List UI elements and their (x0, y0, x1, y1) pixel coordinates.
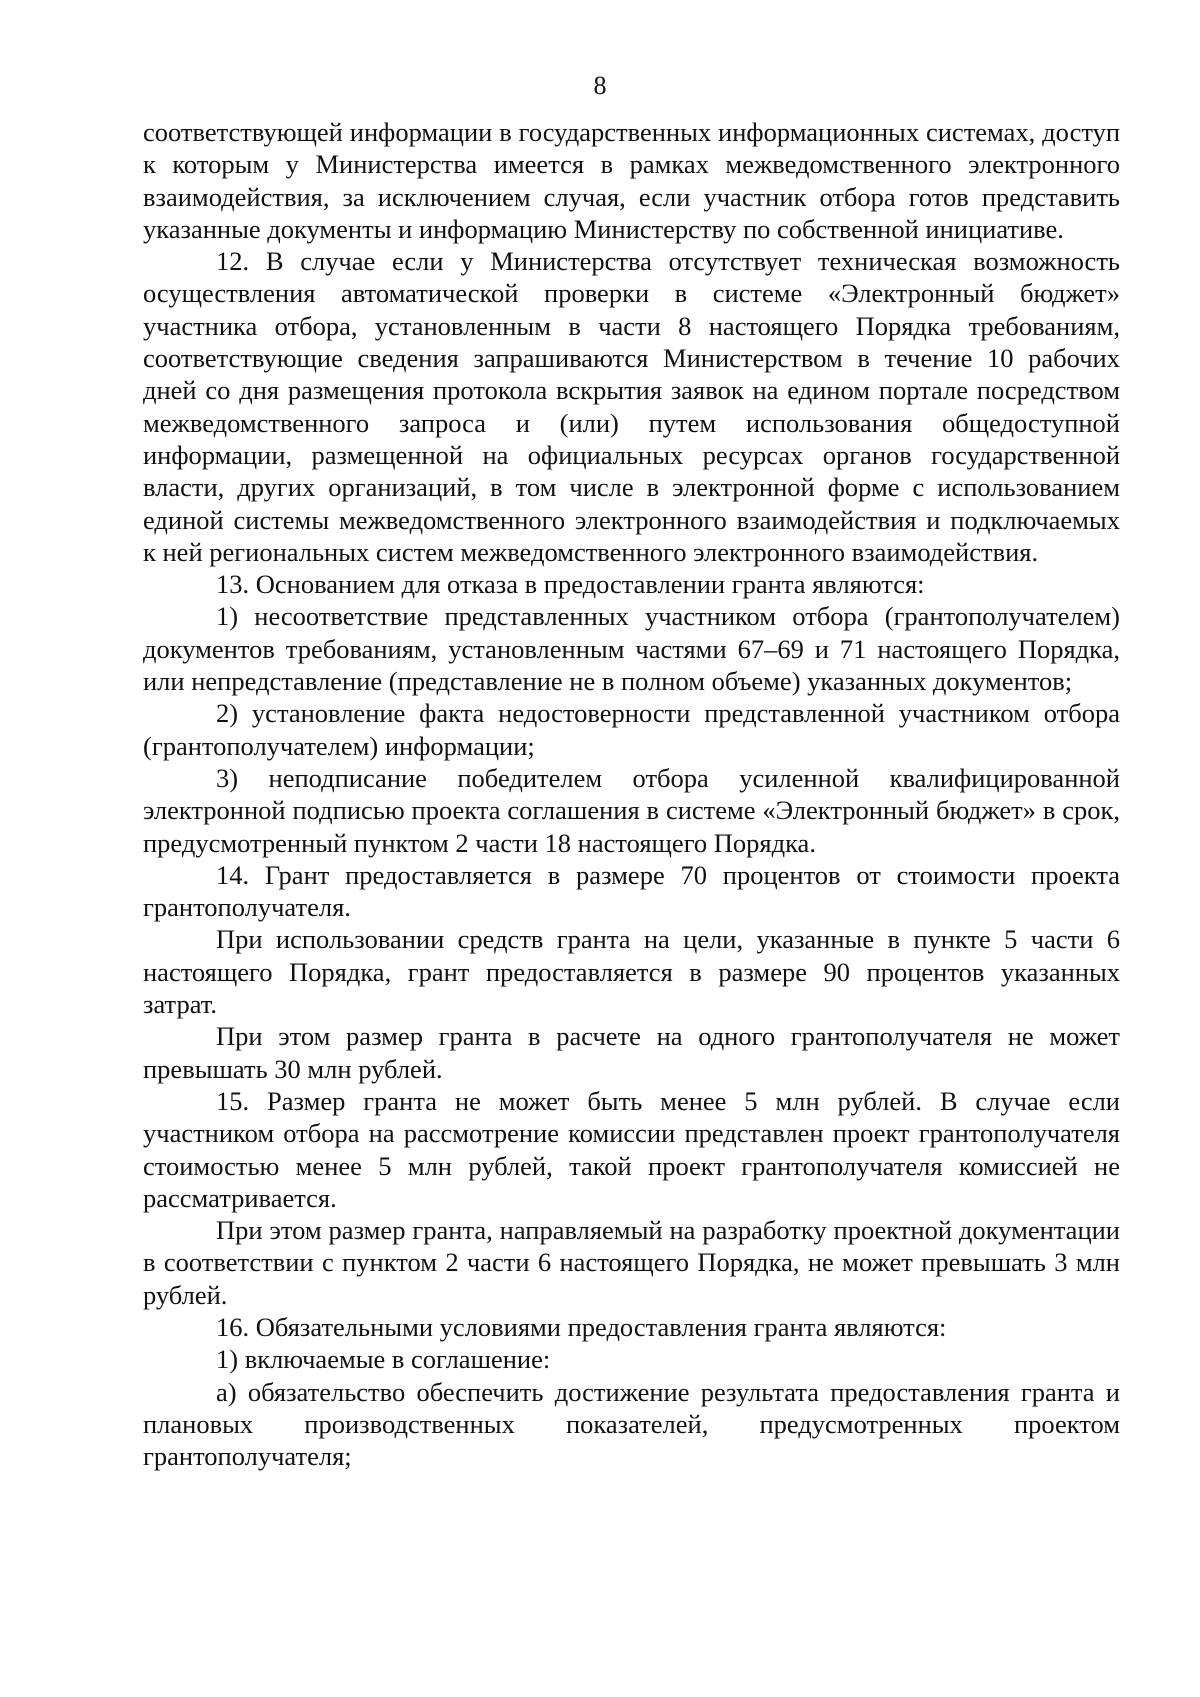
paragraph-item-16-1: 1) включаемые в соглашение: (216, 1344, 551, 1375)
paragraph-item-15: 15. Размер гранта не может быть менее 5 млн рублей. В случае если участником отбора на рассмотрение комиссии представлен проект грантополучателя стоимостью менее 5 млн рублей, такой проект грантополучателя комиссией не рассматривается. (143, 1085, 1120, 1213)
paragraph-item-14-limit: При этом размер гранта в расчете на одного грантополучателя не может превышать 30 млн рублей. (143, 1021, 1120, 1084)
paragraph-item-16: 16. Обязательными условиями предоставления гранта являются: (216, 1311, 947, 1342)
paragraph-item-14-targets: При использовании средств гранта на цели, указанные в пункте 5 части 6 настоящего Порядка, грант предоставляется в размере 90 процентов указанных затрат. (143, 924, 1120, 1020)
paragraph-item-14: 14. Грант предоставляется в размере 70 процентов от стоимости проекта грантополучателя. (143, 859, 1120, 923)
paragraph-item-16-1-a: а) обязательство обеспечить достижение результата предоставления гранта и плановых производственных показателей, предусмотренных проектом грантополучателя; (143, 1376, 1120, 1472)
paragraph-item-13-1: 1) несоответствие представленных участником отбора (грантополучателем) документов требованиям, установленным частями 67–69 и 71 настоящего Порядка, или непредставление (представление не в полном объеме) указанных документов; (143, 601, 1120, 697)
document-body (143, 116, 1120, 1472)
paragraph-item-15-limit: При этом размер гранта, направляемый на разработку проектной документации в соответствии с пунктом 2 части 6 настоящего Порядка, не может превышать 3 млн рублей. (143, 1215, 1120, 1310)
paragraph-item-13: 13. Основанием для отказа в предоставлении гранта являются: (216, 569, 925, 600)
page-number: 8 (593, 71, 607, 100)
paragraph-continuation: соответствующей информации в государственных информационных системах, доступ к которым у Министерства имеется в рамках межведомственного электронного взаимодействия, за исключением случая, если участник отбора готов представить указанные документы и информацию Министерству по собственной инициативе. (143, 117, 1120, 244)
paragraph-item-13-3: 3) неподписание победителем отбора усиленной квалифицированной электронной подписью проекта соглашения в системе «Электронный бюджет» в срок, предусмотренный пунктом 2 части 18 настоящего Порядка. (143, 762, 1120, 858)
paragraph-item-12: 12. В случае если у Министерства отсутствует техническая возможность осуществления автоматической проверки в системе «Электронный бюджет» участника отбора, установленным в части 8 настоящего Порядка требованиям, соответствующие сведения запрашиваются Министерством в течение 10 рабочих дней со дня размещения протокола вскрытия заявок на едином портале посредством межведомственного запроса и (или) путем использования общедоступной информации, размещенной на официальных ресурсах органов государственной власти, других организаций, в том числе в электронной форме с использованием единой системы межведомственного электронного взаимодействия и подключаемых к ней региональных систем межведомственного электронного взаимодействия. (143, 246, 1120, 567)
paragraph-item-13-2: 2) установление факта недостоверности представленной участником отбора (грантополучателем) информации; (143, 698, 1120, 761)
